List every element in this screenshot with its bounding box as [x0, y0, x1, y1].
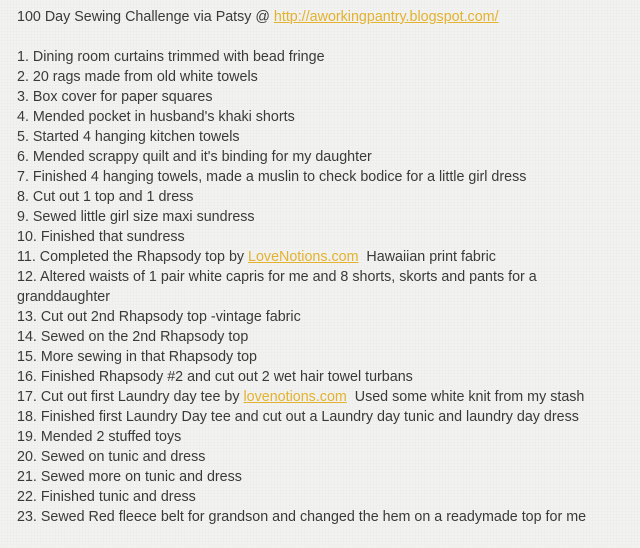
list-item	[17, 227, 629, 247]
list-item	[17, 327, 629, 347]
list-item-text: 16. Finished Rhapsody #2 and cut out 2 wet hair towel turbans	[17, 369, 413, 385]
title-text: 100 Day Sewing Challenge via Patsy @	[17, 9, 274, 25]
list-item-text: 5. Started 4 hanging kitchen towels	[17, 129, 240, 145]
list-item-text: 12. Altered waists of 1 pair white capris for me and 8 shorts, skorts and pants for a granddaughter	[17, 269, 537, 305]
list-item-text-after: Used some white knit from my stash	[346, 389, 585, 405]
list-item-text: 4. Mended pocket in husband's khaki shorts	[17, 109, 295, 125]
list-item	[17, 87, 629, 107]
list-item	[17, 187, 629, 207]
lovenotions-link[interactable]: lovenotions.com	[243, 389, 347, 405]
list-item	[17, 347, 629, 367]
list-item	[17, 107, 629, 127]
list-item-text: 21. Sewed more on tunic and dress	[17, 469, 242, 485]
list-item-text: 14. Sewed on the 2nd Rhapsody top	[17, 329, 249, 345]
list-item	[17, 427, 629, 447]
list-item	[17, 307, 629, 327]
list-item	[17, 407, 629, 427]
list-item	[17, 47, 629, 67]
list-item-text: 19. Mended 2 stuffed toys	[17, 429, 182, 445]
list-item	[17, 127, 629, 147]
note-title	[17, 7, 629, 27]
blog-link[interactable]: http://aworkingpantry.blogspot.com/	[273, 9, 499, 25]
list-item	[17, 507, 629, 527]
list-item-text-after: Hawaiian print fabric	[358, 249, 496, 265]
list-item-text: 8. Cut out 1 top and 1 dress	[17, 189, 194, 205]
list-item-text: 10. Finished that sundress	[17, 229, 185, 245]
list-item	[17, 467, 629, 487]
list-item-text: 18. Finished first Laundry Day tee and cut out a Laundry day tunic and laundry day dress	[17, 409, 579, 425]
list-item-text: 1. Dining room curtains trimmed with bead fringe	[17, 49, 325, 65]
list-item-text: 3. Box cover for paper squares	[17, 89, 213, 105]
list-item	[17, 147, 629, 167]
list-item	[17, 207, 629, 227]
list-item	[17, 367, 629, 387]
list-item	[17, 487, 629, 507]
list-item-text: 7. Finished 4 hanging towels, made a muslin to check bodice for a little girl dress	[17, 169, 527, 185]
list-item	[17, 247, 629, 267]
list-item	[17, 167, 629, 187]
list-item-text: 15. More sewing in that Rhapsody top	[17, 349, 258, 365]
list-item-text: 6. Mended scrappy quilt and it's binding for my daughter	[17, 149, 372, 165]
list-item-text: 20. Sewed on tunic and dress	[17, 449, 206, 465]
sewing-list	[17, 47, 629, 527]
list-item-text: 9. Sewed little girl size maxi sundress	[17, 209, 255, 225]
list-item	[17, 267, 629, 307]
list-item	[17, 387, 629, 407]
list-item-text: 22. Finished tunic and dress	[17, 489, 196, 505]
lovenotions-link[interactable]: LoveNotions.com	[248, 249, 359, 265]
list-item-text: 17. Cut out first Laundry day tee by	[17, 389, 244, 405]
list-item	[17, 447, 629, 467]
note	[17, 7, 629, 527]
list-item-text: 13. Cut out 2nd Rhapsody top -vintage fabric	[17, 309, 301, 325]
list-item-text: 2. 20 rags made from old white towels	[17, 69, 258, 85]
list-item	[17, 67, 629, 87]
list-item-text: 11. Completed the Rhapsody top by	[17, 249, 249, 265]
list-item-text: 23. Sewed Red fleece belt for grandson and changed the hem on a readymade top for me	[17, 509, 587, 525]
